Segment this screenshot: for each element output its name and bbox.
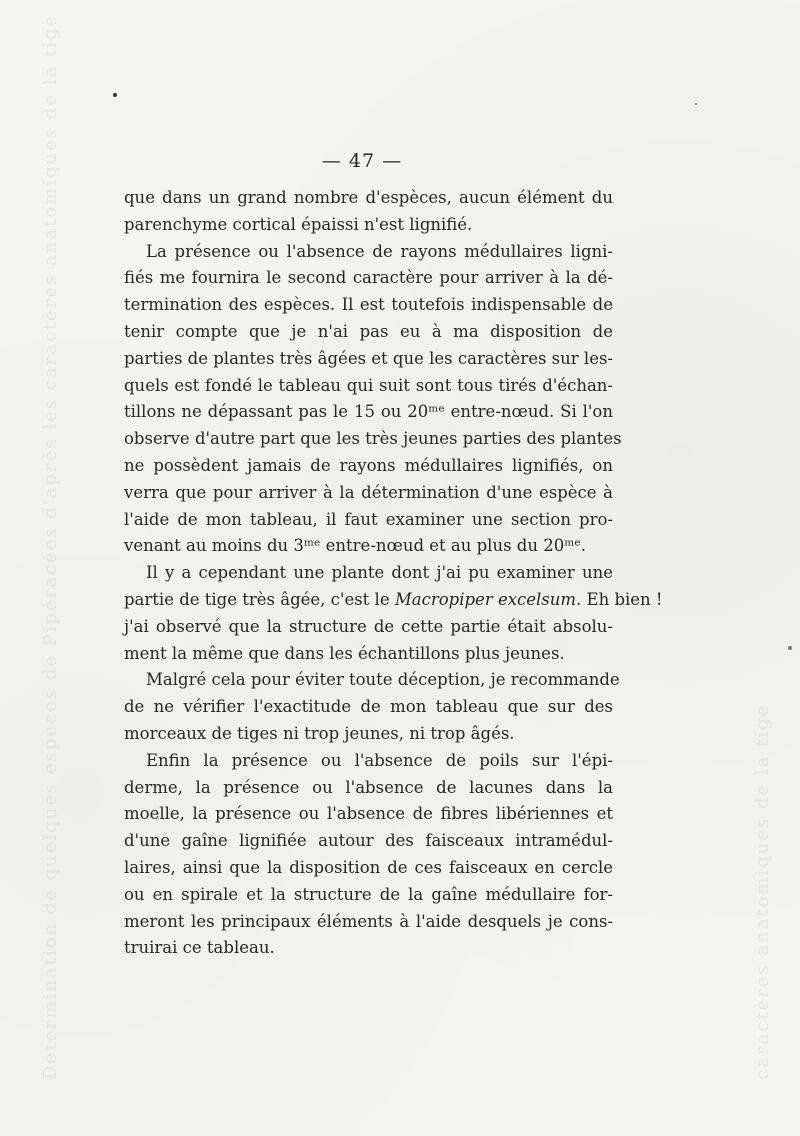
text-line: derme, la présence ou l'absence de lacunes dans la <box>124 777 613 797</box>
text-line: ment la même que dans les échantillons plus jeunes. <box>124 643 565 663</box>
ink-speck <box>788 646 792 650</box>
text-line: verra que pour arriver à la détermination d'une espèce à <box>124 482 613 502</box>
text-line: fiés me fournira le second caractère pour arriver à la dé- <box>124 268 613 288</box>
text-line: venant au moins du 3ᵐᵉ entre-nœud et au plus du 20ᵐᵉ. <box>124 536 586 556</box>
text-line: l'aide de mon tableau, il faut examiner une section pro- <box>124 509 613 529</box>
text-line: morceaux de tiges ni trop jeunes, ni trop âgés. <box>124 723 515 743</box>
text-line: moelle, la présence ou l'absence de fibres libériennes et <box>124 804 613 824</box>
text-line: La présence ou l'absence de rayons médullaires ligni- <box>146 241 613 261</box>
ink-speck <box>695 103 697 105</box>
bleed-through-left: Détermination de quelques espèces de Pipéracées d'après les caractères anatomiques de la tige <box>40 14 61 1080</box>
text-line: meront les principaux éléments à l'aide desquels je cons- <box>124 911 613 931</box>
text-segment: partie de tige très âgée, c'est le <box>124 589 390 609</box>
text-line: parenchyme cortical épaissi n'est lignifié. <box>124 214 473 234</box>
text-line: termination des espèces. Il est toutefois indispensable de <box>124 295 613 315</box>
text-line: tenir compte que je n'ai pas eu à ma disposition de <box>124 321 613 341</box>
text-line: ou en spirale et la structure de la gaîne médullaire for- <box>124 884 613 904</box>
text-line: Malgré cela pour éviter toute déception, je recommande <box>146 670 620 690</box>
bleed-through-right: caractères anatomiques de la tige <box>752 703 773 1080</box>
text-line: d'une gaîne lignifiée autour des faisceaux intramédul- <box>124 831 613 851</box>
text-line: j'ai observé que la structure de cette partie était absolu- <box>124 616 613 636</box>
text-line: quels est fondé le tableau qui suit sont tous tirés d'échan- <box>124 375 613 395</box>
text-line: parties de plantes très âgées et que les caractères sur les- <box>124 348 613 368</box>
text-line: ne possèdent jamais de rayons médullaires lignifiés, on <box>124 455 613 475</box>
text-segment: . Eh bien ! <box>576 589 663 609</box>
text-line: truirai ce tableau. <box>124 938 275 958</box>
text-line <box>124 587 663 614</box>
body-text <box>124 185 663 962</box>
text-line: observe d'autre part que les très jeunes parties des plantes <box>124 429 622 449</box>
text-line: Enfin la présence ou l'absence de poils sur l'épi- <box>146 750 613 770</box>
text-line: Il y a cependant une plante dont j'ai pu examiner une <box>146 563 613 583</box>
species-name: Macropiper excelsum <box>394 589 577 609</box>
text-line: tillons ne dépassant pas le 15 ou 20ᵐᵉ entre-nœud. Si l'on <box>124 402 613 422</box>
ink-speck <box>113 93 117 97</box>
page-number: — 47 — <box>321 150 403 172</box>
text-line: de ne vérifier l'exactitude de mon tableau que sur des <box>124 697 613 717</box>
text-line: que dans un grand nombre d'espèces, aucun élément du <box>124 188 613 207</box>
text-line: laires, ainsi que la disposition de ces faisceaux en cercle <box>124 857 613 877</box>
